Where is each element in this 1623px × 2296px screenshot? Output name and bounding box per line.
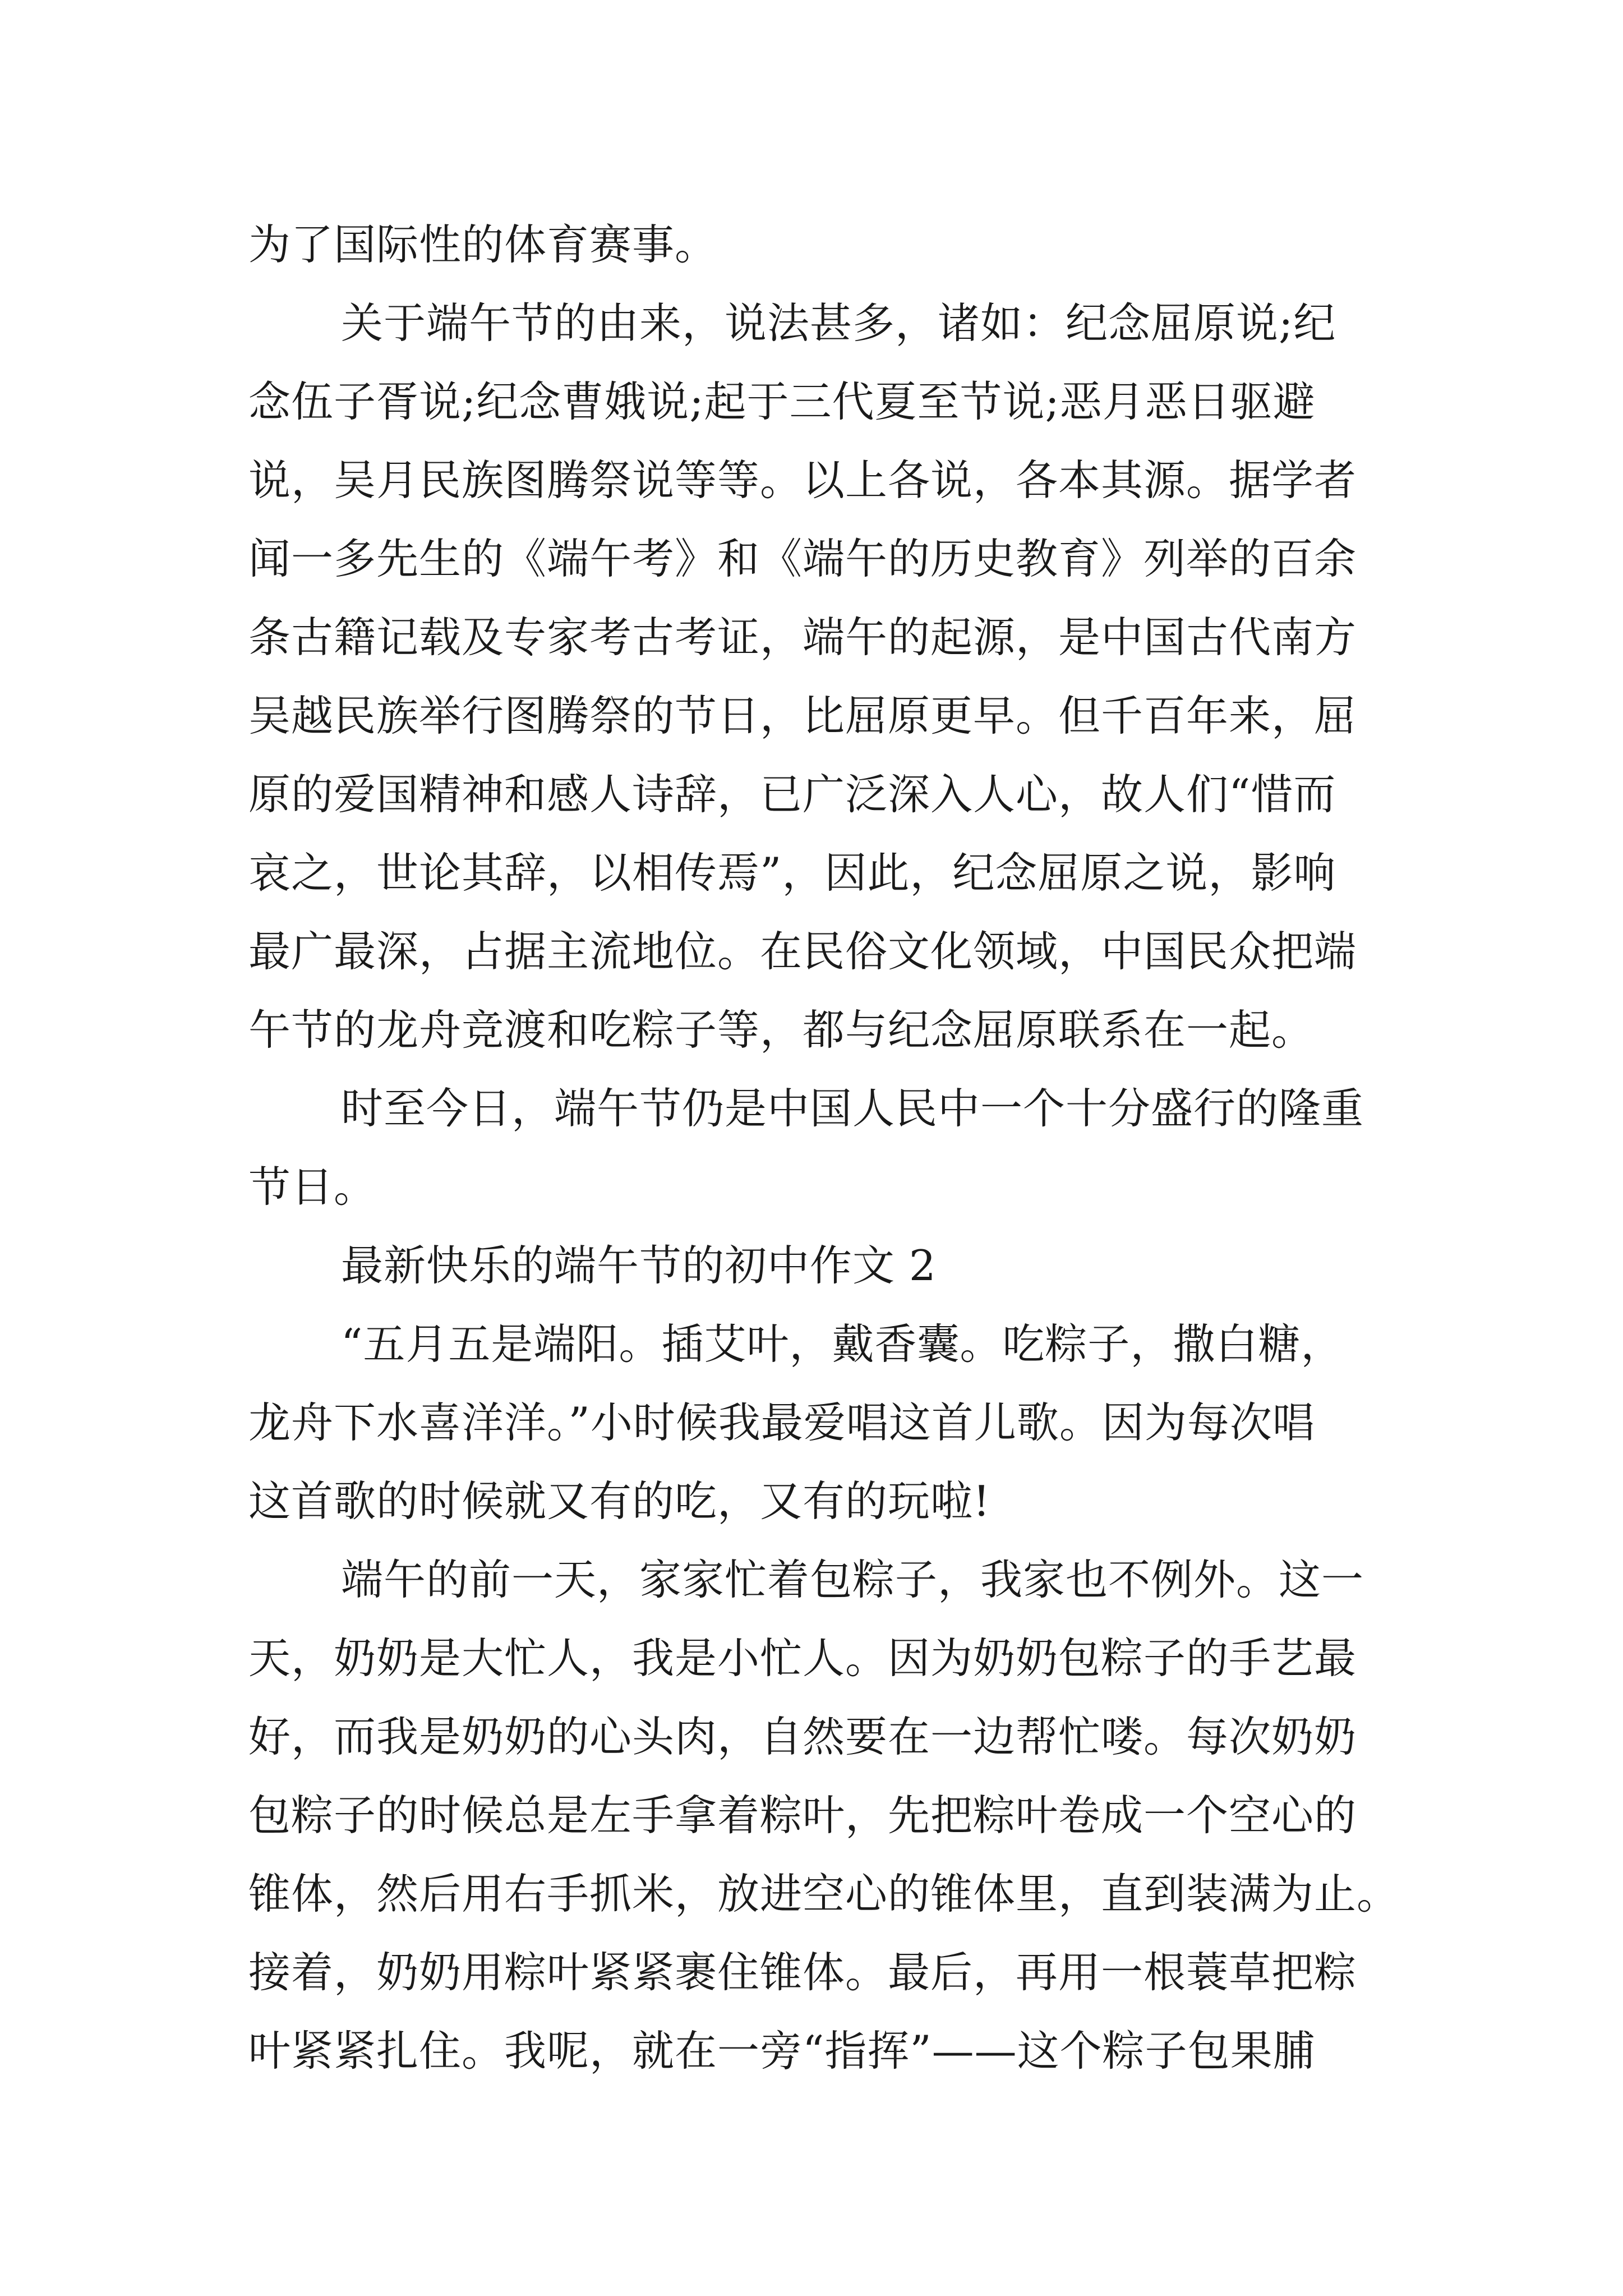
text-line: 这首歌的时候就又有的吃，又有的玩啦! xyxy=(248,1476,991,1526)
text-line: 哀之，世论其辞，以相传焉”，因此，纪念屈原之说，影响 xyxy=(248,848,1336,898)
text-line: 天，奶奶是大忙人，我是小忙人。因为奶奶包粽子的手艺最 xyxy=(248,1634,1357,1683)
text-line: 节日。 xyxy=(248,1162,377,1212)
text-line: 锥体，然后用右手抓米，放进空心的锥体里，直到装满为止。 xyxy=(248,1869,1400,1918)
text-line: 念伍子胥说;纪念曹娥说;起于三代夏至节说;恶月恶日驱避 xyxy=(248,377,1316,426)
text-line: 午节的龙舟竞渡和吃粽子等，都与纪念屈原联系在一起。 xyxy=(248,1005,1315,1055)
text-line: 龙舟下水喜洋洋。”小时候我最爱唱这首儿歌。因为每次唱 xyxy=(248,1398,1315,1447)
text-line: 原的爱国精神和感人诗辞，已广泛深入人心，故人们“惜而 xyxy=(248,770,1336,819)
text-line: 条古籍记载及专家考古考证，端午的起源，是中国古代南方 xyxy=(248,613,1357,662)
text-line: 接着，奶奶用粽叶紧紧裹住锥体。最后，再用一根蓑草把粽 xyxy=(248,1948,1357,1997)
paragraph-start-line: 时至今日，端午节仍是中国人民中一个十分盛行的隆重 xyxy=(341,1084,1364,1133)
text-line: 叶紧紧扎住。我呢，就在一旁“指挥”——这个粽子包果脯 xyxy=(248,2026,1316,2076)
paragraph-start-line: 端午的前一天，家家忙着包粽子，我家也不例外。这一 xyxy=(341,1555,1364,1604)
text-line: 吴越民族举行图腾祭的节日，比屈原更早。但千百年来，屈 xyxy=(248,691,1357,740)
text-line: 为了国际性的体育赛事。 xyxy=(248,220,718,269)
text-line: 包粽子的时候总是左手拿着粽叶，先把粽叶卷成一个空心的 xyxy=(248,1791,1357,1840)
paragraph-start-line: 关于端午节的由来，说法甚多，诸如：纪念屈原说;纪 xyxy=(341,298,1336,348)
section-heading: 最新快乐的端午节的初中作文 2 xyxy=(341,1241,937,1290)
text-line: 说，吴月民族图腾祭说等等。以上各说，各本其源。据学者 xyxy=(248,455,1357,505)
text-line: 闻一多先生的《端午考》和《端午的历史教育》列举的百余 xyxy=(248,534,1357,583)
paragraph-start-line: “五月五是端阳。插艾叶，戴香囊。吃粽子，撒白糖， xyxy=(341,1319,1344,1369)
text-line: 最广最深，占据主流地位。在民俗文化领域，中国民众把端 xyxy=(248,927,1357,976)
text-line: 好，而我是奶奶的心头肉，自然要在一边帮忙喽。每次奶奶 xyxy=(248,1712,1357,1761)
